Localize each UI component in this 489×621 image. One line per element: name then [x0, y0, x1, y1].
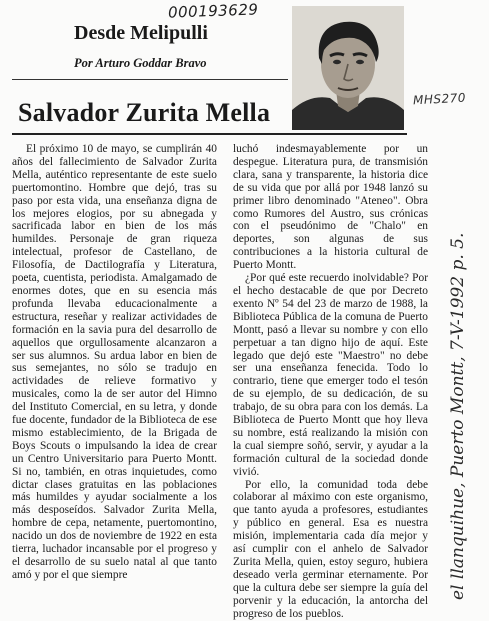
portrait-photo-icon	[292, 6, 404, 130]
article-paragraph: luchó indesmayablemente por un despegue. Literatura pura, de transmisión clara, sana y transparente, la historia dice de su vida que por allá por 1948 lanzó su primer libro denominado "Ateneo". Obra como Rumores del Austro, sus crónicas con el pseudónimo de "Chalo" en deportes, son algunas de sus contribuciones a la historia cultural de Puerto Montt.	[233, 143, 428, 272]
divider-rule	[12, 79, 288, 80]
archive-code: 000193629	[167, 0, 259, 22]
column-title: Desde Melipulli	[74, 22, 208, 44]
article-paragraph: ¿Por qué este recuerdo inolvidable? Por el hecho destacable de que por Decreto exento Nº 54 del 23 de marzo de 1988, la Biblioteca Pública de la comuna de Puerto Montt, pasó a llevar su nombre y con ello perpetuar a tan digno hijo de aquí. Este legado que dejó este "Maestro" no debe ser una enseñanza fenecida. Todo lo contrario, tiene que emerger todo el tesón de su ejemplo, de su dedicación, de su trabajo, de su obra para con los demás. La Biblioteca de Puerto Montt que hoy lleva su nombre, está realizando la misión con la cual siempre soñó, servir, y ayudar a la formación cultural de la sociedad donde vivió.	[233, 272, 428, 478]
portrait-photo	[292, 6, 404, 130]
reference-code: MHS270	[412, 90, 467, 108]
article-body-left-column: El próximo 10 de mayo, se cumplirán 40 años del fallecimiento de Salvador Zurita Mella, auténtico representante de este suelo puertomontino. Hombre que dejó, tras su paso por esta vida, una enseñanza digna de los mejores elogios, por su abnegada y sacrificada labor en bien de los más humildes. Personaje de gran riqueza intelectual, profesor de Castellano, de Filosofía, de Dactilografía y Literatura, poeta, cuentista, periodista. Amalgamado de enormes dotes, que en su esencia más profunda llevaba educacionalmente a estructura, reseñar y realizar actividades de formación en la savia pura del desarrollo de aquellos que orgullosamente alcanzaron a ser sus alumnos. Su ardua labor en bien de sus semejantes, no sólo se tradujo en actividades de relieve formativo y musicales, como la de ser autor del Himno del Instituto Comercial, en su letra, y donde fue docente, fundador de la Biblioteca de ese mismo establecimiento, de la Brigada de Boys Scouts o impulsando la idea de crear un Centro Universitario para Puerto Montt. Si no, también, en otras inquietudes, como dictar clases gratuitas en las poblaciones más humildes y ayudar socialmente a los más desposeídos. Salvador Zurita Mella, hombre de cepa, netamente, puertomontino, nacido un dos de noviembre de 1922 en esta tierra, luchador incansable por el progreso y el desarrollo de su suelo natal al que tanto amó y por el que siempre	[12, 143, 217, 581]
handwritten-source-note: el llanquihue, Puerto Montt, 7-V-1992 p. 5.	[448, 232, 468, 600]
article-paragraph: Por ello, la comunidad toda debe colaborar al máximo con este organismo, que tanto ayuda a profesores, estudiantes y público en general. Esa es nuestra misión, implementaria cada día mejor y así cumplir con el anhelo de Salvador Zurita Mella, quien, estoy seguro, hubiera deseado verla germinar eternamente. Por que la cultura debe ser siempre la guía del porvenir y la educación, la antorcha del progreso de los pueblos.	[233, 478, 428, 620]
byline: Por Arturo Goddar Bravo	[74, 56, 207, 70]
headline-rule	[12, 133, 407, 135]
article-body-right-column	[233, 143, 428, 620]
article-headline: Salvador Zurita Mella	[18, 98, 271, 127]
